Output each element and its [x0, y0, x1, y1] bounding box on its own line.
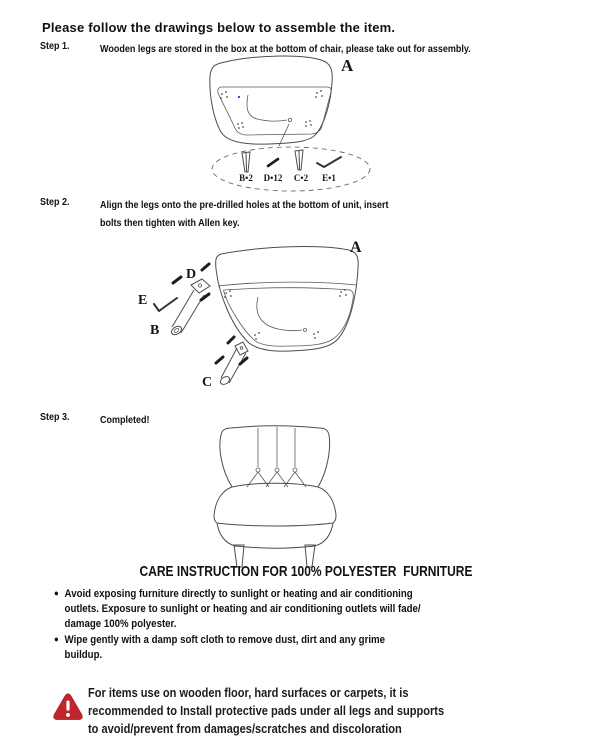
chair-base [217, 523, 333, 548]
chair-bottom-fold-line [218, 282, 356, 286]
step-2-text-line-1: Align the legs onto the pre-drilled holes at the bottom of unit, insert [100, 200, 389, 211]
chair-bottom-panel [218, 87, 331, 135]
bullet-icon: ● [54, 634, 59, 644]
chair-bottom-panel-inner [224, 288, 354, 347]
step-1-label: Step 1. [40, 41, 70, 52]
care-bullet-line: Avoid exposing furniture directly to sunlight or heating and air conditioning [64, 588, 413, 600]
step-3-label: Step 3. [40, 412, 70, 423]
care-bullet-line: buildup. [64, 649, 103, 661]
warning-triangle-icon [53, 688, 83, 728]
floor-protection-warning [88, 684, 444, 737]
step-2-text-line-2: bolts then tighten with Allen key. [100, 218, 240, 229]
stray-blue-dot [238, 96, 240, 98]
screw-holes [224, 289, 347, 340]
diagram-step2-leg-attachment [128, 233, 368, 403]
diagram2-label-a: A [350, 239, 362, 256]
part-leg-c-icon [295, 150, 303, 170]
step-2-label: Step 2. [40, 197, 70, 208]
part-bolt-d-icon [268, 159, 278, 166]
diagram2-label-c: C [202, 375, 213, 390]
care-instruction-heading: CARE INSTRUCTION FOR 100% POLYESTER FURNITURE [139, 563, 473, 580]
diagram-step3-completed-chair [210, 423, 340, 573]
care-bullet-list [54, 586, 421, 663]
bullet-icon: ● [54, 588, 59, 598]
drawcord-end [304, 329, 307, 332]
page-title: Please follow the drawings below to assemble the item. [42, 20, 396, 35]
care-bullet-item [54, 586, 421, 602]
part-label-c: C•2 [293, 173, 309, 183]
warning-text-line: For items use on wooden floor, hard surfaces or carpets, it is [88, 685, 409, 700]
part-label-e: E•1 [322, 173, 336, 183]
diagram2-label-e: E [138, 293, 148, 308]
screw-holes [220, 90, 323, 129]
care-bullet-line: Wipe gently with a damp soft cloth to remove dust, dirt and any grime [64, 634, 386, 646]
step-1-text: Wooden legs are stored in the box at the bottom of chair, please take out for assembly. [100, 44, 471, 55]
chair-bottom-outline [210, 56, 332, 144]
warning-text-line: recommended to Install protective pads under all legs and supports [88, 703, 445, 718]
leg-b-cylinder [170, 279, 210, 336]
drawcord-end [288, 118, 291, 121]
warning-text-line: to avoid/prevent from damages/scratches and discoloration [88, 721, 402, 736]
part-label-d: D•12 [263, 173, 283, 183]
care-bullet-item [54, 632, 421, 648]
parts-callout-ellipse [212, 147, 370, 191]
chair-seat-cushion [214, 483, 336, 526]
part-leg-b-icon [242, 152, 250, 172]
diagram-step1-chair-bottom [205, 54, 375, 196]
step-2-text [100, 197, 389, 233]
leg-c-cylinder [219, 342, 248, 386]
care-bullet-line: damage 100% polyester. [64, 618, 177, 630]
part-label-b: B•2 [239, 173, 253, 183]
part-allen-key-e-icon [317, 157, 341, 167]
diagram2-label-b: B [150, 323, 160, 338]
drawcord-line [247, 95, 287, 121]
allen-key-icon [154, 298, 177, 311]
diagram1-label-a: A [341, 56, 354, 75]
chair-back-tufting [247, 427, 306, 487]
diagram2-label-d: D [186, 267, 197, 282]
drawcord-line [257, 297, 302, 331]
care-bullet-line: outlets. Exposure to sunlight or heating and air conditioning outlets will fade/ [64, 603, 421, 615]
chair-back-outline [220, 426, 330, 487]
step-3-text: Completed! [100, 415, 150, 426]
